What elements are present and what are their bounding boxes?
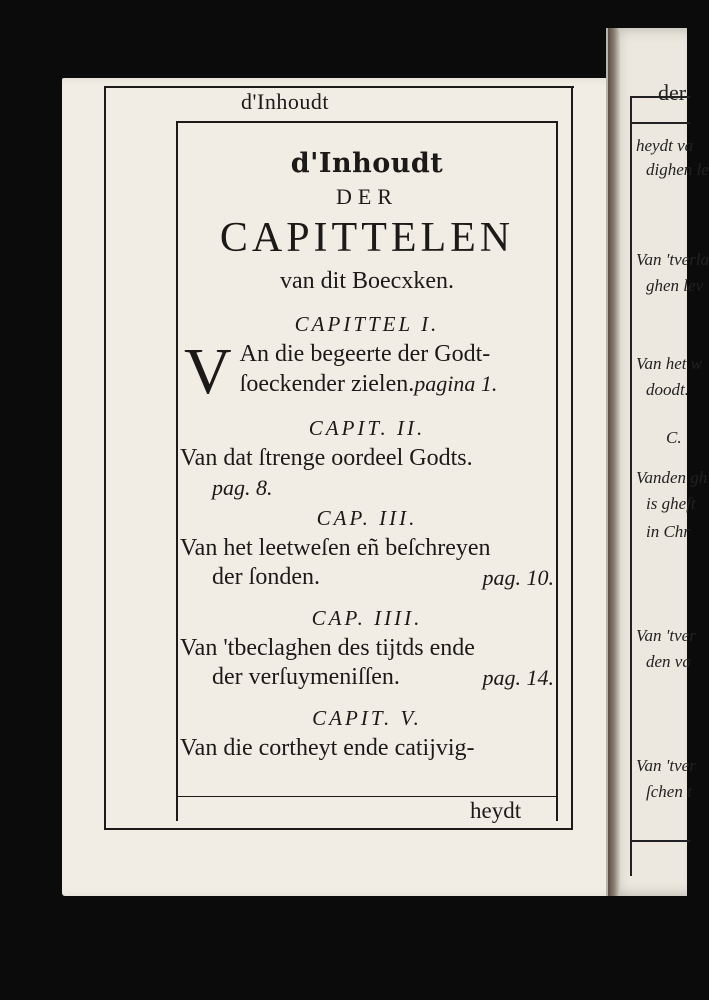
page-reference: pag. 10.: [482, 565, 554, 590]
facing-page-text: ghen lev: [646, 276, 704, 295]
facing-page-text: heydt va: [636, 136, 694, 155]
facing-page-rule: [630, 96, 632, 876]
facing-page-text: Van 'tver: [636, 626, 696, 645]
frame-inner-left-rule: [176, 121, 178, 821]
chapter-entry: [180, 634, 554, 692]
facing-page-head-rule: [630, 122, 690, 124]
chapter-entry: [180, 734, 554, 763]
entry-line: Van dat ſtrenge oordeel Godts.: [180, 445, 473, 471]
table-of-contents: [180, 126, 554, 763]
page-reference: pag. 14.: [482, 665, 554, 690]
chapter-entry: [180, 534, 554, 592]
entry-line: Van 'tbeclaghen des tijtds ende: [180, 635, 475, 661]
chapter-entry: [180, 444, 554, 502]
frame-outer-right-rule: [571, 86, 573, 830]
frame-inner-right-rule: [556, 121, 558, 821]
entry-line: der verſuymeniſſen. pag. 14.: [212, 664, 554, 690]
chapter-heading: CAPITTEL I.: [294, 312, 440, 336]
facing-page-text: Van het w: [636, 354, 703, 373]
facing-page-text: C.: [666, 428, 682, 447]
entry-line: Van het leetweſen eñ beſchreyen: [180, 535, 491, 561]
catchword: heydt: [470, 798, 522, 823]
chapter-heading: CAP. IIII.: [311, 606, 423, 630]
title-subtitle: van dit Boecxken.: [280, 268, 454, 294]
facing-page-text: der: [658, 80, 687, 105]
frame-outer-left-rule: [104, 86, 106, 830]
facing-page-text: dighen le: [646, 160, 709, 179]
page-reference: pagina 1.: [414, 371, 498, 396]
facing-page: [606, 28, 709, 896]
running-head: d'Inhoudt: [241, 89, 329, 114]
blackletter-title: d'Inhoudt: [290, 148, 444, 179]
facing-page-text: Van 'tver: [636, 756, 696, 775]
entry-line: Van die cortheyt ende catijvig-: [180, 735, 475, 761]
chapter-heading: CAPIT. II.: [308, 416, 426, 440]
facing-page-text: Vanden gh: [636, 468, 708, 487]
page-reference: pag. 8.: [212, 475, 273, 500]
chapter-entry: [180, 335, 554, 408]
facing-page-text: is gheſt: [646, 494, 696, 513]
drop-cap: V: [184, 335, 232, 408]
entry-line: ſoeckender zielen.pagina 1.: [239, 371, 498, 397]
facing-page-text: doodt.: [646, 380, 689, 399]
title-capittelen: CAPITTELEN: [219, 215, 515, 261]
frame-head-rule: [176, 121, 558, 123]
book-spine: [608, 28, 620, 896]
facing-page-bottom-rule: [630, 840, 690, 842]
frame-top-rule: [104, 86, 574, 88]
chapter-heading: CAP. III.: [316, 506, 418, 530]
facing-page-text: ſchen t: [646, 782, 692, 801]
frame-inner-bottom-rule: [176, 796, 558, 797]
title-line-der: DER: [336, 184, 398, 209]
facing-page-text: Van 'tverla: [636, 250, 709, 269]
facing-page-text: den va: [646, 652, 691, 671]
frame-bottom-rule: [104, 828, 573, 830]
entry-line: der ſonden. pag. 10.: [212, 564, 554, 590]
chapter-heading: CAPIT. V.: [312, 706, 422, 730]
facing-page-text: in Chr: [646, 522, 690, 541]
entry-line: An die begeerte der Godt-: [239, 341, 491, 367]
